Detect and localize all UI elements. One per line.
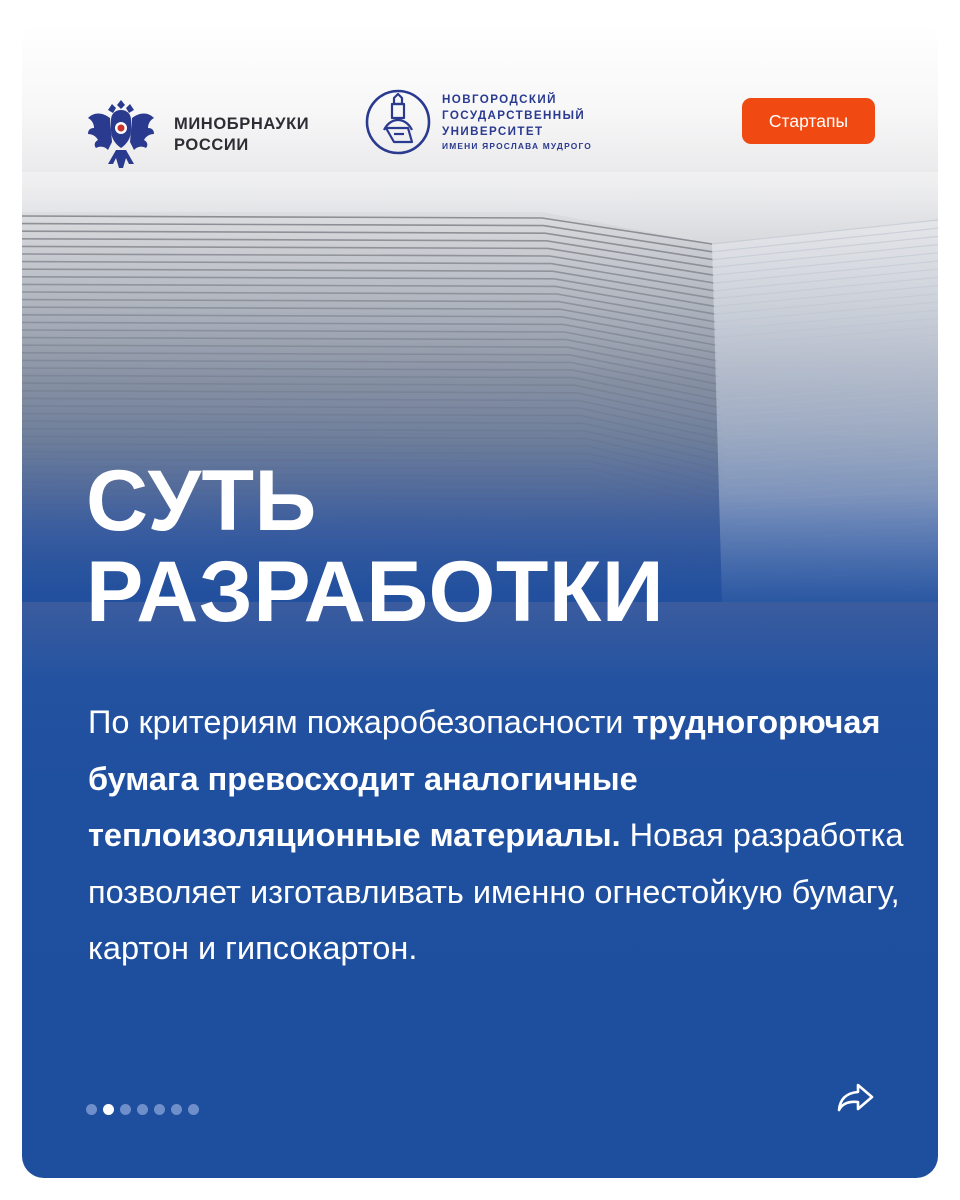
post-card [22,22,938,1178]
university-name-line3: УНИВЕРСИТЕТ [442,124,544,138]
pagination-dot[interactable] [120,1104,131,1115]
ministry-name-line1: МИНОБРНАУКИ [174,115,310,133]
university-name [442,92,592,153]
university-name-line1: НОВГОРОДСКИЙ [442,92,557,106]
page-title-line2: РАЗРАБОТКИ [86,544,665,640]
pagination-dots [86,1104,199,1115]
page-title-line1: СУТЬ [86,453,317,549]
category-tag-button[interactable]: Стартапы [742,98,875,144]
ministry-name [174,114,309,156]
university-seal-icon [364,88,432,156]
pagination-dot[interactable] [171,1104,182,1115]
body-text-part1: По критериям пожаробезопасности [88,704,624,740]
double-headed-eagle-emblem-icon [86,92,156,178]
university-name-line2: ГОСУДАРСТВЕННЫЙ [442,108,586,122]
pagination-dot[interactable] [137,1104,148,1115]
ministry-name-line2: РОССИИ [174,136,249,154]
university-name-line4: ИМЕНИ ЯРОСЛАВА МУДРОГО [442,140,593,151]
ministry-logo [86,92,309,178]
page-title [86,453,665,640]
body-text-bold: трудногорючая бумага превосходит аналогичные теплоизоляционные материалы. [88,704,881,853]
pagination-dot[interactable] [86,1104,97,1115]
pagination-dot[interactable] [188,1104,199,1115]
university-logo [364,88,592,156]
pagination-dot[interactable] [154,1104,165,1115]
body-paragraph [88,694,908,977]
share-arrow-icon[interactable] [836,1080,876,1114]
pagination-dot[interactable] [103,1104,114,1115]
body-text-part3: Новая разработка позволяет изготавливать именно огнестойкую бумагу, картон и гипсокартон. [88,817,904,966]
